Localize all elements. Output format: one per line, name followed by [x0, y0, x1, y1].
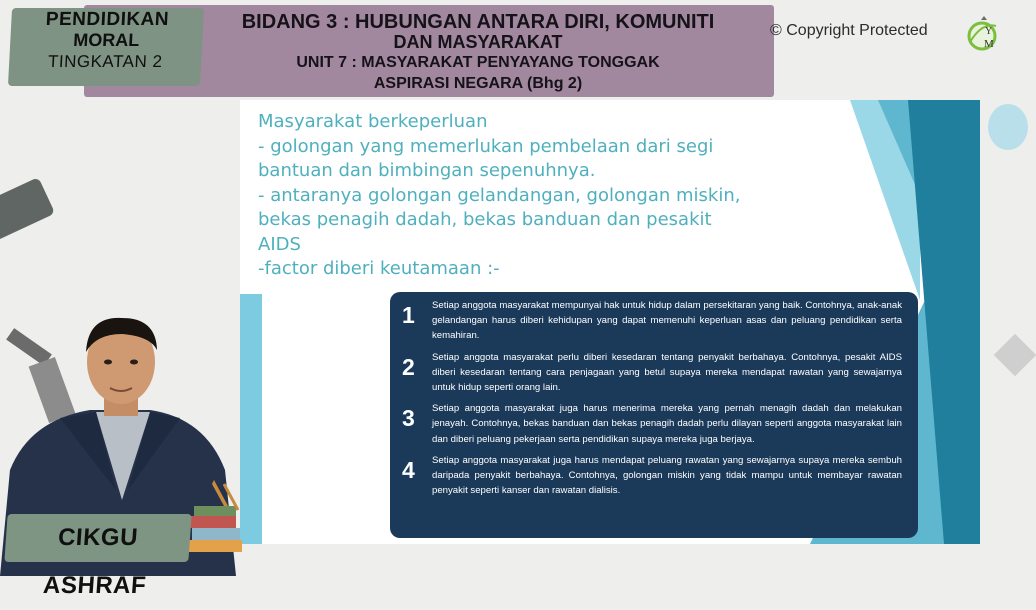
notes-heading: Masyarakat berkeperluan	[258, 111, 488, 132]
decor-shape	[0, 177, 55, 243]
priority-points-box	[390, 292, 918, 538]
subject-tag	[8, 8, 204, 86]
channel-logo-icon	[962, 14, 1006, 54]
subject-line-2: MORAL	[72, 30, 140, 50]
decor-shape	[988, 104, 1028, 150]
svg-text:Y: Y	[985, 26, 993, 37]
slide-notes	[258, 110, 778, 282]
point-number: 3	[402, 405, 415, 432]
title-line-1: BIDANG 3 : HUBUNGAN ANTARA DIRI, KOMUNITI	[241, 11, 715, 33]
point-text: Setiap anggota masyarakat juga harus menerima mereka yang pernah menagih dadah dan melakukan jenayah. Contohnya, bekas banduan dan bekas penagih dadah perlu dilayan seperti anggota masyarakat lain dan diberi peluang pekerjaan serta pendidikan supaya mereka juga berjaya.	[432, 403, 902, 445]
subject-line-1: PENDIDIKAN	[45, 9, 170, 30]
books-icon	[184, 480, 246, 560]
notes-line: AIDS	[258, 233, 301, 255]
decor-shape	[994, 334, 1036, 376]
notes-line: -factor diberi keutamaan :-	[258, 258, 500, 279]
point-number: 4	[402, 456, 415, 483]
presenter-name-card	[4, 514, 191, 599]
notes-line: - antaranya golongan gelandangan, golongan miskin,	[258, 184, 741, 206]
title-line-4: ASPIRASI NEGARA (Bhg 2)	[373, 75, 583, 92]
point-text: Setiap anggota masyarakat juga harus mendapat peluang rawatan yang sewajarnya supaya mereka sembuh daripada penyakit berbahaya. Contohnya, golongan miskin yang tidak mampu untuk membayar rawatan penyakit seperti kanser dan rawatan dialisis.	[432, 454, 902, 497]
point-text: Setiap anggota masyarakat perlu diberi kesedaran tentang penyakit berbahaya. Contohnya, pesakit AIDS diberi kesedaran tentang cara penjagaan yang betul supaya mereka mendapat rawatan yang sewajarnya untuk hidup seperti orang lain.	[432, 351, 902, 394]
title-line-3: UNIT 7 : MASYARAKAT PENYAYANG TONGGAK	[296, 54, 660, 71]
subject-line-3: TINGKATAN 2	[47, 52, 163, 71]
point-text: Setiap anggota masyarakat mempunyai hak untuk hidup dalam persekitaran yang baik. Contohnya, anak-anak gelandangan harus diberi kehidupan yang dapat memenuhi keperluan asas dan peluang pendidikan serta kemahiran.	[432, 300, 902, 342]
list-item	[402, 401, 902, 447]
title-line-2: DAN MASYARAKAT	[393, 32, 563, 52]
list-item	[402, 453, 902, 499]
presenter-name: CIKGU ASHRAF	[42, 524, 148, 599]
notes-line: bekas penagih dadah, bekas banduan dan pesakit	[258, 209, 712, 230]
notes-line: - golongan yang memerlukan pembelaan dari segi	[258, 135, 714, 157]
list-item	[402, 350, 902, 396]
svg-text:M: M	[984, 38, 994, 50]
point-number: 1	[402, 302, 415, 328]
point-number: 2	[402, 353, 415, 380]
list-item	[402, 298, 902, 344]
copyright-notice: © Copyright Protected	[770, 22, 928, 39]
notes-line: bantuan dan bimbingan sepenuhnya.	[258, 160, 596, 181]
